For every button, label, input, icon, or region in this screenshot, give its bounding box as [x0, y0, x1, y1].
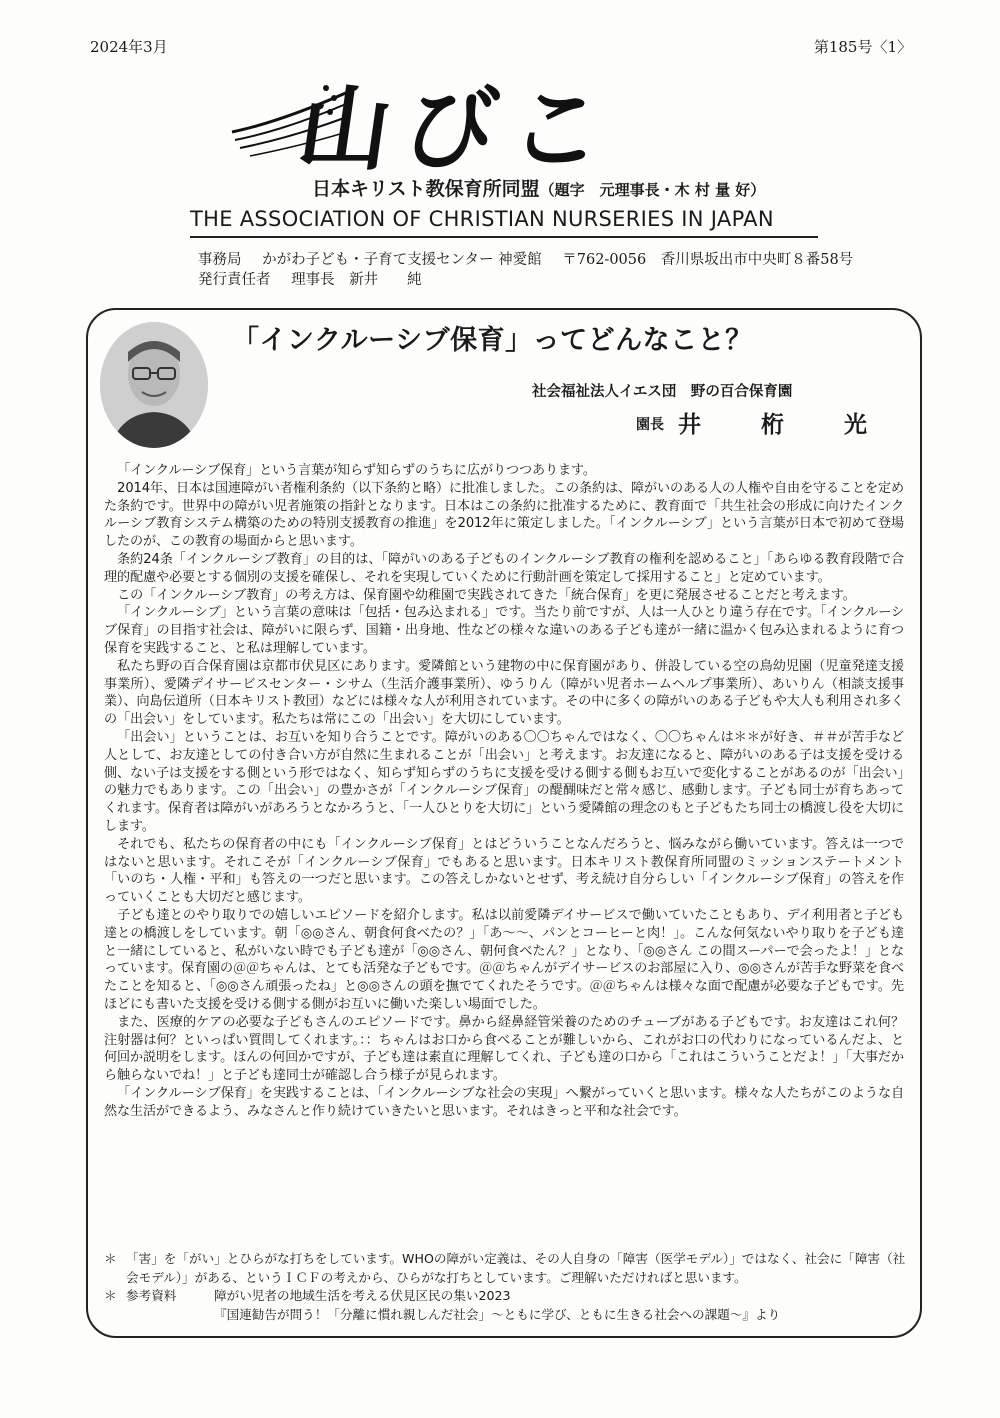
author-line [636, 406, 893, 439]
author-portrait [100, 322, 208, 448]
reference-label: 参考資料 [126, 1288, 177, 1303]
organization-english-name: THE ASSOCIATION OF CHRISTIAN NURSERIES IN JAPAN [190, 207, 774, 231]
publisher-name: 理事長 新井 純 [291, 272, 422, 288]
newsletter-title: 山びこ [291, 75, 625, 183]
footnote-mark: ＊ [104, 1251, 117, 1266]
publisher-label: 発行責任者 [198, 272, 271, 288]
organization-name-text: 日本キリスト教保育所同盟 [312, 178, 540, 200]
title-calligrapher: （題字 元理事長・木 村 量 好） [539, 181, 766, 199]
office-address: 〒762-0056 香川県坂出市中央町８番58号 [562, 252, 854, 268]
author-affiliation: 社会福祉法人イエス団 野の百合保育園 [532, 384, 793, 400]
article-paragraph: 「インクルーシブ保育」を実践することは、「インクルーシブな社会の実現」へ繋がっていくと思います。様々な人たちがこのような自然な生活ができるよう、みなさんと作り続けていきたいと思います。それはきっと平和な社会です。 [104, 1085, 904, 1119]
header-divider [190, 236, 818, 238]
footnote-reference [104, 1287, 914, 1306]
reference-line-2: 『国連勧告が問う！「分離に慣れ親しんだ社会」～ともに学び、ともに生きる社会への課題～』より [214, 1306, 781, 1322]
article-paragraph: 2014年、日本は国連障がい者権利条約（以下条約と略）に批准しました。この条約は、障がいのある人の人権や自由を守ることを定めた条約です。世界中の障がい児者施策の指針となります。日本はこの条約に批准するために、教育面で「共生社会の形成に向けたインクルーシブ教育システム構築のための特別支援教育の推進」を2012年に策定しました。「インクルーシブ」という言葉が日本で初めて登場したのが、この教育の場面からと思います。 [104, 480, 904, 550]
office-info [198, 248, 869, 269]
office-label: 事務局 [198, 252, 242, 268]
footnotes [104, 1250, 914, 1324]
reference-line-1: 障がい児者の地域生活を考える伏見区民の集い2023 [214, 1288, 511, 1303]
publisher-info [198, 268, 438, 289]
article-paragraph: また、医療的ケアの必要な子どもさんのエピソードです。鼻から経鼻経管栄養のためのチューブがある子どもです。お友達はこれ何？注射器は何？といっぱい質問してくれます。：：ちゃんはお口から食べることが難しいから、これがお口の代わりになっているんだよ、と何回か説明をします。ほんの何回かですが、子ども達は素直に理解してくれ、子ども達の口から「これはこういうことだよ！」「大事だから触らないでね！」と子ども達同士が確認し合う様子が見られます。 [104, 1014, 904, 1084]
article-paragraph: 「インクルーシブ」という言葉の意味は「包括・包み込まれる」です。当たり前ですが、人は一人ひとり違う存在です。「インクルーシブ保育」の目指す社会は、障がいに限らず、国籍・出身地、性などの様々な違いのある子ども達が一緒に温かく包み込まれるように育つ保育を実践すること、と私は理解しています。 [104, 605, 904, 656]
organization-name [312, 174, 765, 201]
article-headline: 「インクルーシブ保育」ってどんなこと？ [232, 325, 753, 356]
article-body [104, 462, 904, 1120]
footnote-hiragana [104, 1250, 914, 1287]
issue-number: 第185号〈1〉 [813, 38, 912, 56]
article-paragraph: この「インクルーシブ教育」の考え方は、保育園や幼稚園で実践されてきた「統合保育」を更に発展させることだと考えます。 [117, 587, 856, 603]
office-name: かがわ子ども・子育て支援センター 神愛館 [262, 252, 542, 268]
author-name: 井 桁 光 [678, 412, 894, 438]
article-paragraph: 条約24条「インクルーシブ教育」の目的は、「障がいのある子どものインクルーシブ教育の権利を認めること」「あらゆる教育段階で合理的配慮や必要とする個別の支援を確保し、それを実現していくために行動計画を策定して採用すること」と定めています。 [104, 551, 904, 585]
article-paragraph: 「出会い」ということは、お互いを知り合うことです。障がいのある〇〇ちゃんではなく、〇〇ちゃんは＊＊が好き、＃＃が苦手など人として、お友達としての付き合い方が自然に生まれることが「出会い」と考えます。お友達になると、障がいのある子は支援を受ける側、ない子は支援をする側という形ではなく、知らず知らずのうちに支援を受ける側する側もお互いで変化することがあるのが「出会い」の魅力でもあります。この「出会い」の豊かさが「インクルーシブ保育」の醍醐味だと常々感じ、感動します。子ども同士が育ちあってくれます。保育者は障がいがあろうとなかろうと、「一人ひとりを大切に」という愛隣館の理念のもと子どもたち同士の橋渡し役を大切にします。 [104, 729, 904, 834]
footnote-mark: ＊ [104, 1288, 117, 1303]
issue-date: 2024年3月 [90, 38, 168, 56]
article-paragraph: 「インクルーシブ保育」という言葉が知らず知らずのうちに広がりつつあります。 [117, 463, 596, 478]
footnote-text: 「害」を「がい」とひらがな打ちをしています。WHOの障がい定義は、その人自身の「障害（医学モデル）」ではなく、社会に「障害（社会モデル）」がある、というＩＣＦの考えから、ひらがな打ちとしています。ご理解いただければと思います。 [126, 1251, 906, 1285]
article-paragraph: それでも、私たちの保育者の中にも「インクルーシブ保育」とはどういうことなんだろうと、悩みながら働いています。答えは一つではないと思います。それこそが「インクルーシブ保育」でもあると思います。日本キリスト教保育所同盟のミッションステートメント「いのち・人権・平和」も答えの一つだと思います。この答えしかないとせず、考え続け自分らしい「インクルーシブ保育」の答えを作っていくことも大切だと感じます。 [104, 836, 904, 906]
article-paragraph: 子ども達とのやり取りでの嬉しいエピソードを紹介します。私は以前愛隣デイサービスで働いていたこともあり、デイ利用者と子ども達との橋渡しをしています。朝「◎◎さん、朝食何食べたの？」「あ～～、パンとコーヒーと肉！」。こんな何気ないやり取りを子ども達と一緒にしていると、私がいない時でも子ども達が「◎◎さん、朝何食べたん？」となり、「◎◎さん この間スーパーで会ったよ！」となっています。保育園の＠＠ちゃんは、とても活発な子どもです。＠＠ちゃんがデイサービスのお部屋に入り、◎◎さんが苦手な野菜を食べたことを知ると、「◎◎さん頑張ったね」と◎◎さんの頭を撫でてくれたそうです。＠＠ちゃんは様々な面で配慮が必要な子どもです。先ほどにも書いた支援を受ける側する側がお互いに働いた楽しい場面でした。 [104, 907, 904, 1012]
article-paragraph: 私たち野の百合保育園は京都市伏見区にあります。愛隣館という建物の中に保育園があり、併設している空の鳥幼児園（児童発達支援事業所）、愛隣デイサービスセンター・シサム（生活介護事業所）、ゆうりん（障がい児者ホームヘルプ事業所）、あいりん（相談支援事業）、向島伝道所（日本キリスト教団）などには様々な人が利用されています。その中に多くの障がいのある子どもや大人も利用され多くの「出会い」をしています。私たちは常にこの「出会い」を大切にしています。 [104, 658, 904, 728]
author-role: 園長 [636, 417, 664, 433]
masthead-logo [230, 62, 690, 183]
